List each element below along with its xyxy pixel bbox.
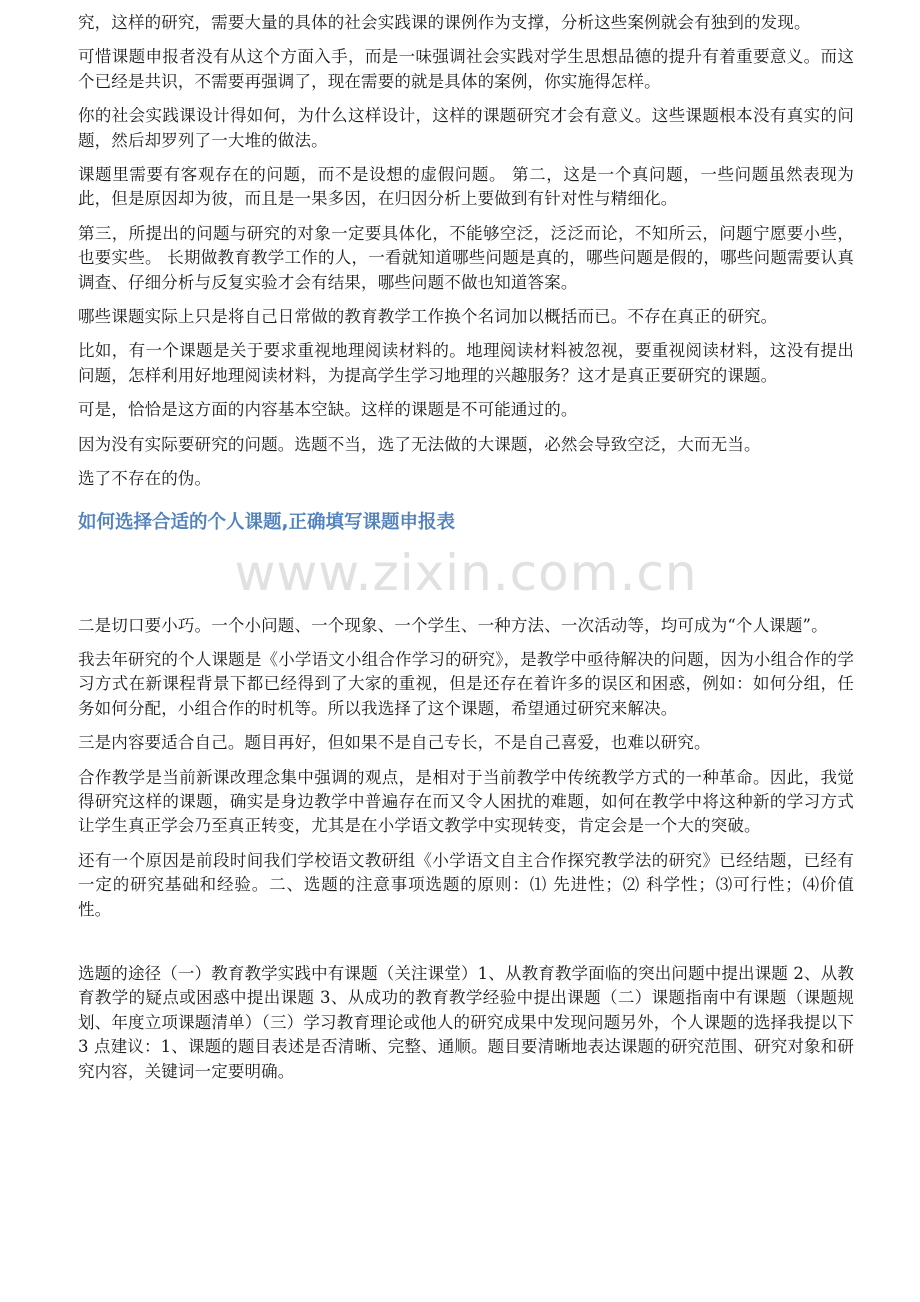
paragraph: 合作教学是当前新课改理念集中强调的观点，是相对于当前教学中传统教学方式的一种革命。因此，我觉得研究这样的课题，确实是身边教学中普遍存在而又令人困扰的难题，如何在教学中将这种新的学习方式让学生真正学会乃至真正转变，尤其是在小学语文教学中实现转变，肯定会是一个大的突破。: [78, 767, 854, 836]
paragraph: 你的社会实践课设计得如何，为什么这样设计，这样的课题研究才会有意义。这些课题根本没有真实的问题，然后却罗列了一大堆的做法。: [78, 106, 854, 150]
paragraph: 因为没有实际要研究的问题。选题不当，选了无法做的大课题，必然会导致空泛，大而无当。: [78, 434, 761, 454]
paragraph: 比如，有一个课题是关于要求重视地理阅读材料的。地理阅读材料被忽视，要重视阅读材料，这没有提出问题，怎样利用好地理阅读材料，为提高学生学习地理的兴趣服务？这才是真正要研究的课题。: [78, 341, 854, 385]
paragraph: 还有一个原因是前段时间我们学校语文教研组《小学语文自主合作探究教学法的研究》已经结题，已经有一定的研究基础和经验。二、选题的注意事项选题的原则：⑴ 先进性；⑵ 科学性；⑶可行性；⑷价值性。: [78, 850, 854, 919]
section-heading: 如何选择合适的个人课题,正确填写课题申报表: [78, 511, 456, 533]
paragraph: 可惜课题申报者没有从这个方面入手，而是一味强调社会实践对学生思想品德的提升有着重要意义。而这个已经是共识，不需要再强调了，现在需要的就是具体的案例，你实施得怎样。: [78, 47, 854, 91]
watermark: www.zixin.com.cn: [234, 543, 698, 602]
paragraph: 选了不存在的伪。: [78, 469, 212, 489]
blank-spacer: [78, 932, 854, 962]
paragraph: 可是，恰恰是这方面的内容基本空缺。这样的课题是不可能通过的。: [78, 400, 578, 420]
paragraph: 究，这样的研究，需要大量的具体的社会实践课的课例作为支撑，分析这些案例就会有独到的发现。: [78, 13, 811, 32]
paragraph: 哪些课题实际上只是将自己日常做的教育教学工作换个名词加以概括而已。不存在真正的研究。: [78, 307, 778, 327]
paragraph: 课题里需要有客观存在的问题，而不是设想的虚假问题。 第二，这是一个真问题，一些问题虽然表现为此，但是原因却为彼，而且是一果多因，在归因分析上要做到有针对性与精细化。: [78, 165, 854, 209]
paragraph: 三是内容要适合自己。题目再好，但如果不是自己专长，不是自己喜爱，也难以研究。: [78, 733, 711, 753]
document-page: [78, 0, 854, 1094]
paragraph: 我去年研究的个人课题是《小学语文小组合作学习的研究》，是教学中亟待解决的问题，因为小组合作的学习方式在新课程背景下都已经得到了大家的重视，但是还存在着许多的误区和困惑，例如：如何分组，任务如何分配，小组合作的时机等。所以我选择了这个课题，希望通过研究来解决。: [78, 649, 854, 718]
paragraph: 第三，所提出的问题与研究的对象一定要具体化，不能够空泛，泛泛而论，不知所云，问题宁愿要小些，也要实些。 长期做教育教学工作的人，一看就知道哪些问题是真的，哪些问题是假的，哪些问题需要认真调查、仔细分析与反复实验才会有结果，哪些问题不做也知道答案。: [78, 223, 854, 292]
paragraph: 选题的途径（一）教育教学实践中有课题（关注课堂）1、从教育教学面临的突出问题中提出课题 2、从教育教学的疑点或困惑中提出课题 3、从成功的教育教学经验中提出课题（二）课题指南中有课题（课题规划、年度立项课题清单）（三）学习教育理论或他人的研究成果中发现问题另外，个人课题的选择我提以下 3 点建议：1、课题的题目表述是否清晰、完整、通顺。题目要清晰地表达课题的研究范围、研究对象和研究内容，关键词一定要明确。: [78, 963, 854, 1081]
paragraph: 二是切口要小巧。一个小问题、一个现象、一个学生、一种方法、一次活动等，均可成为“个人课题”。: [78, 615, 828, 635]
